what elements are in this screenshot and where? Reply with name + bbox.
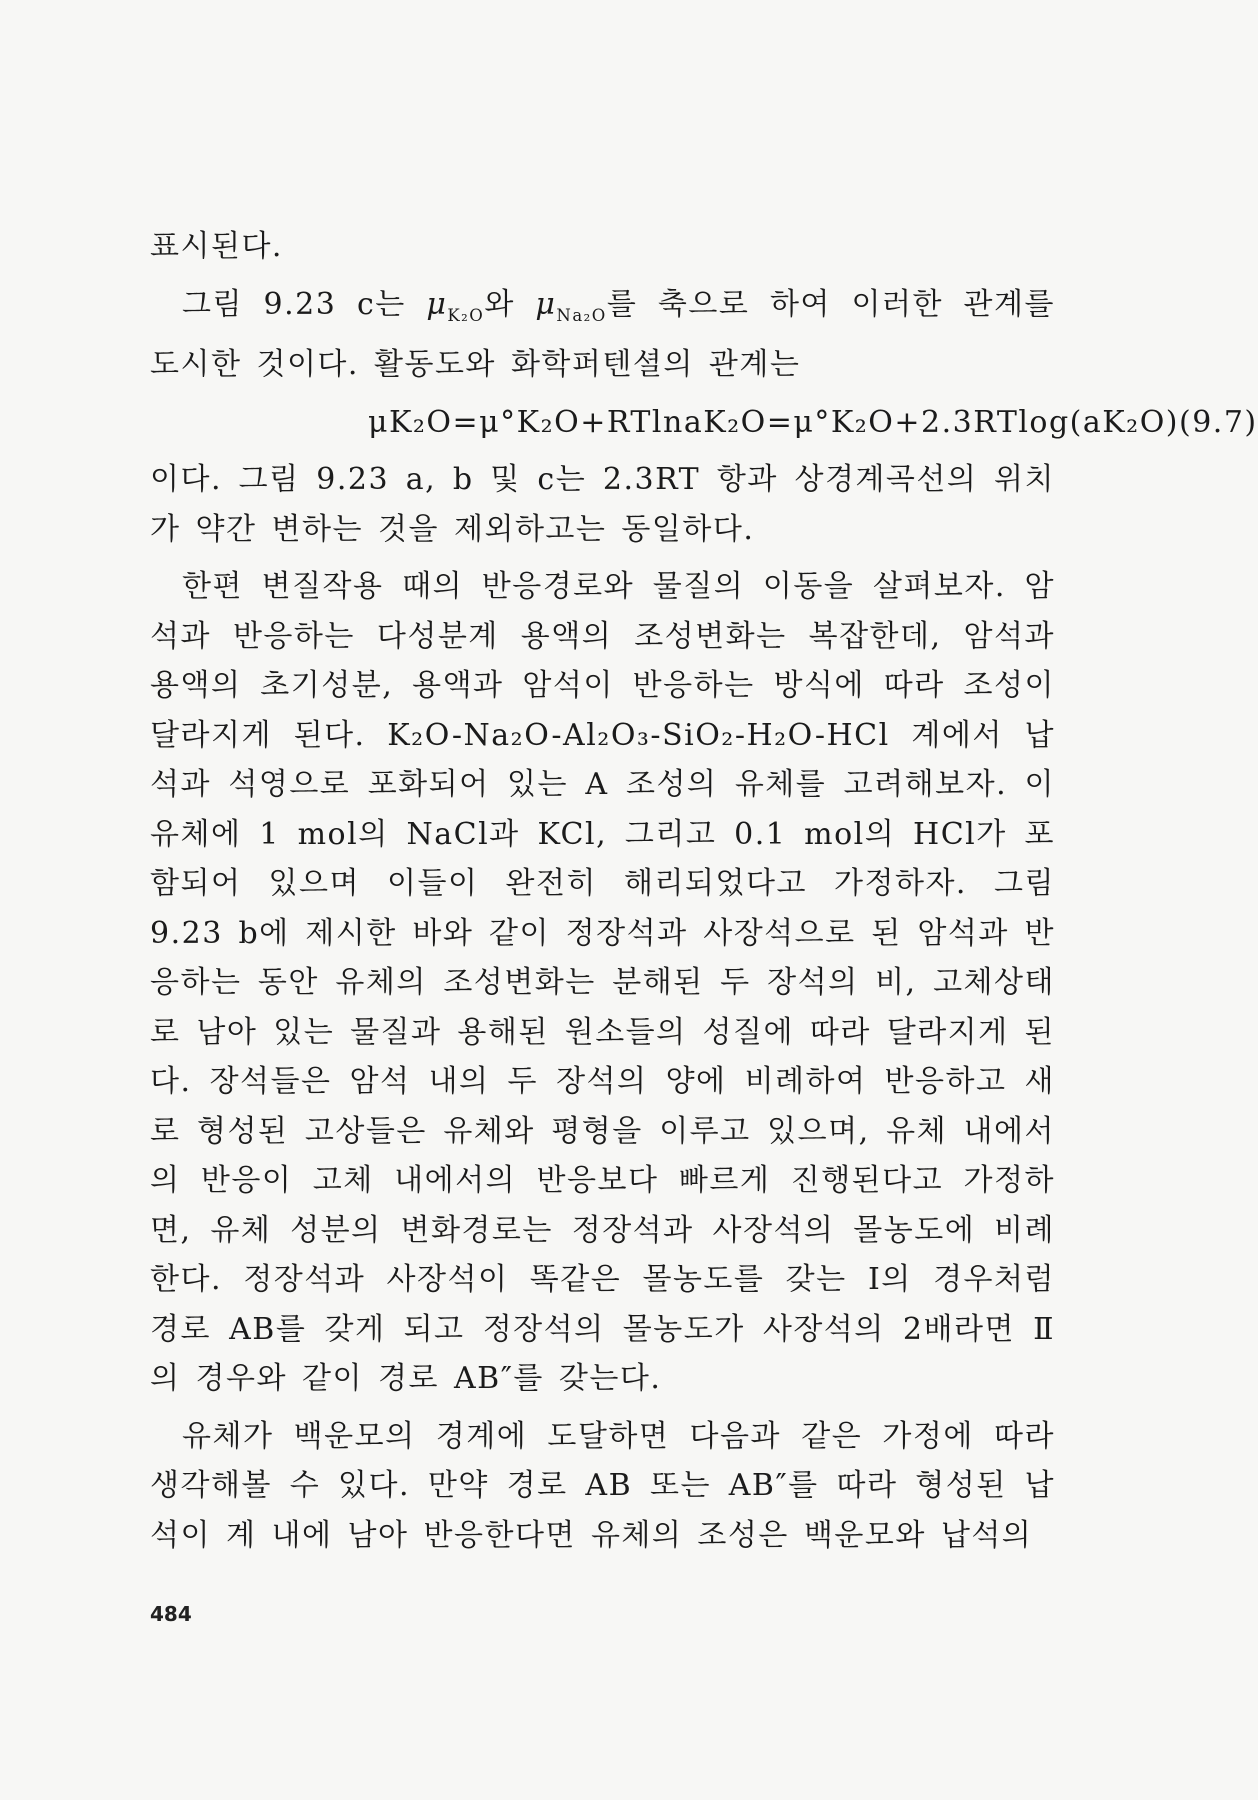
paragraph: 이다. 그림 9.23 a, b 및 c는 2.3RT 항과 상경계곡선의 위치가 약간 변하는 것을 제외하고는 동일하다.: [150, 462, 1055, 547]
mu-symbol: μ: [426, 286, 448, 322]
mu-symbol: μ: [535, 286, 557, 322]
page-number: 484: [150, 1602, 192, 1626]
paragraph: [150, 280, 1055, 390]
chemical-system: K₂O-Na₂O-Al₂O₃-SiO₂-H₂O-HCl: [387, 717, 890, 753]
equation-text: μK₂O=μ°K₂O+RTlnaK₂O=μ°K₂O+2.3RTlog(aK₂O): [368, 404, 1180, 440]
text-run: 그림 9.23 c는: [182, 286, 427, 322]
paragraph: [150, 562, 1055, 1404]
equation-9-7: [150, 398, 1258, 448]
subscript: K₂O: [447, 305, 485, 325]
subscript: Na₂O: [556, 305, 607, 325]
paragraph: 유체가 백운모의 경계에 도달하면 다음과 같은 가정에 따라 생각해볼 수 있다. 만약 경로 AB 또는 AB″를 따라 형성된 납석이 계 내에 남아 반응한다면 유체의 조성은 백운모와 납석의: [150, 1418, 1055, 1553]
text-run: 를 축으로 하여 이러한 관계를 도시한 것이다. 활동도와 화학퍼텐셜의 관계는: [150, 286, 1055, 382]
text-run: 와: [484, 286, 536, 322]
text-run: 한편 변질작용 때의 반응경로와 물질의 이동을 살펴보자. 암석과 반응하는 다성분계 용액의 조성변화는 복잡한데, 암석과 용액의 초기성분, 용액과 암석이 반응하는 방식에 따라 조성이 달라지게 된다.: [150, 569, 1055, 753]
body-text: [150, 222, 1258, 1568]
text-run: 계에서 납석과 석영으로 포화되어 있는 A 조성의 유체를 고려해보자. 이 유체에 1 mol의 NaCl과 KCl, 그리고 0.1 mol의 HCl가 포함되어 있으며 이들이 완전히 해리되었다고 가정하자. 그림 9.23 b에 제시한 바와 같이 정장석과 사장석으로 된 암석과 반응하는 동안 유체의 조성변화는 분해된 두 장석의 비, 고체상태로 남아 있는 물질과 용해된 원소들의 성질에 따라 달라지게 된다. 장석들은 암석 내의 두 장석의 양에 비례하여 반응하고 새로 형성된 고상들은 유체와 평형을 이루고 있으며, 유체 내에서의 반응이 고체 내에서의 반응보다 빠르게 진행된다고 가정하면, 유체 성분의 변화경로는 정장석과 사장석의 몰농도에 비례한다. 정장석과 사장석이 똑같은 몰농도를 갖는 I의 경우처럼 경로 AB를 갖게 되고 정장석의 몰농도가 사장석의 2배라면 Ⅱ의 경우와 같이 경로 AB″를 갖는다.: [150, 717, 1055, 1396]
equation-number: (9.7): [1179, 404, 1258, 440]
paragraph: 표시된다.: [150, 229, 283, 264]
